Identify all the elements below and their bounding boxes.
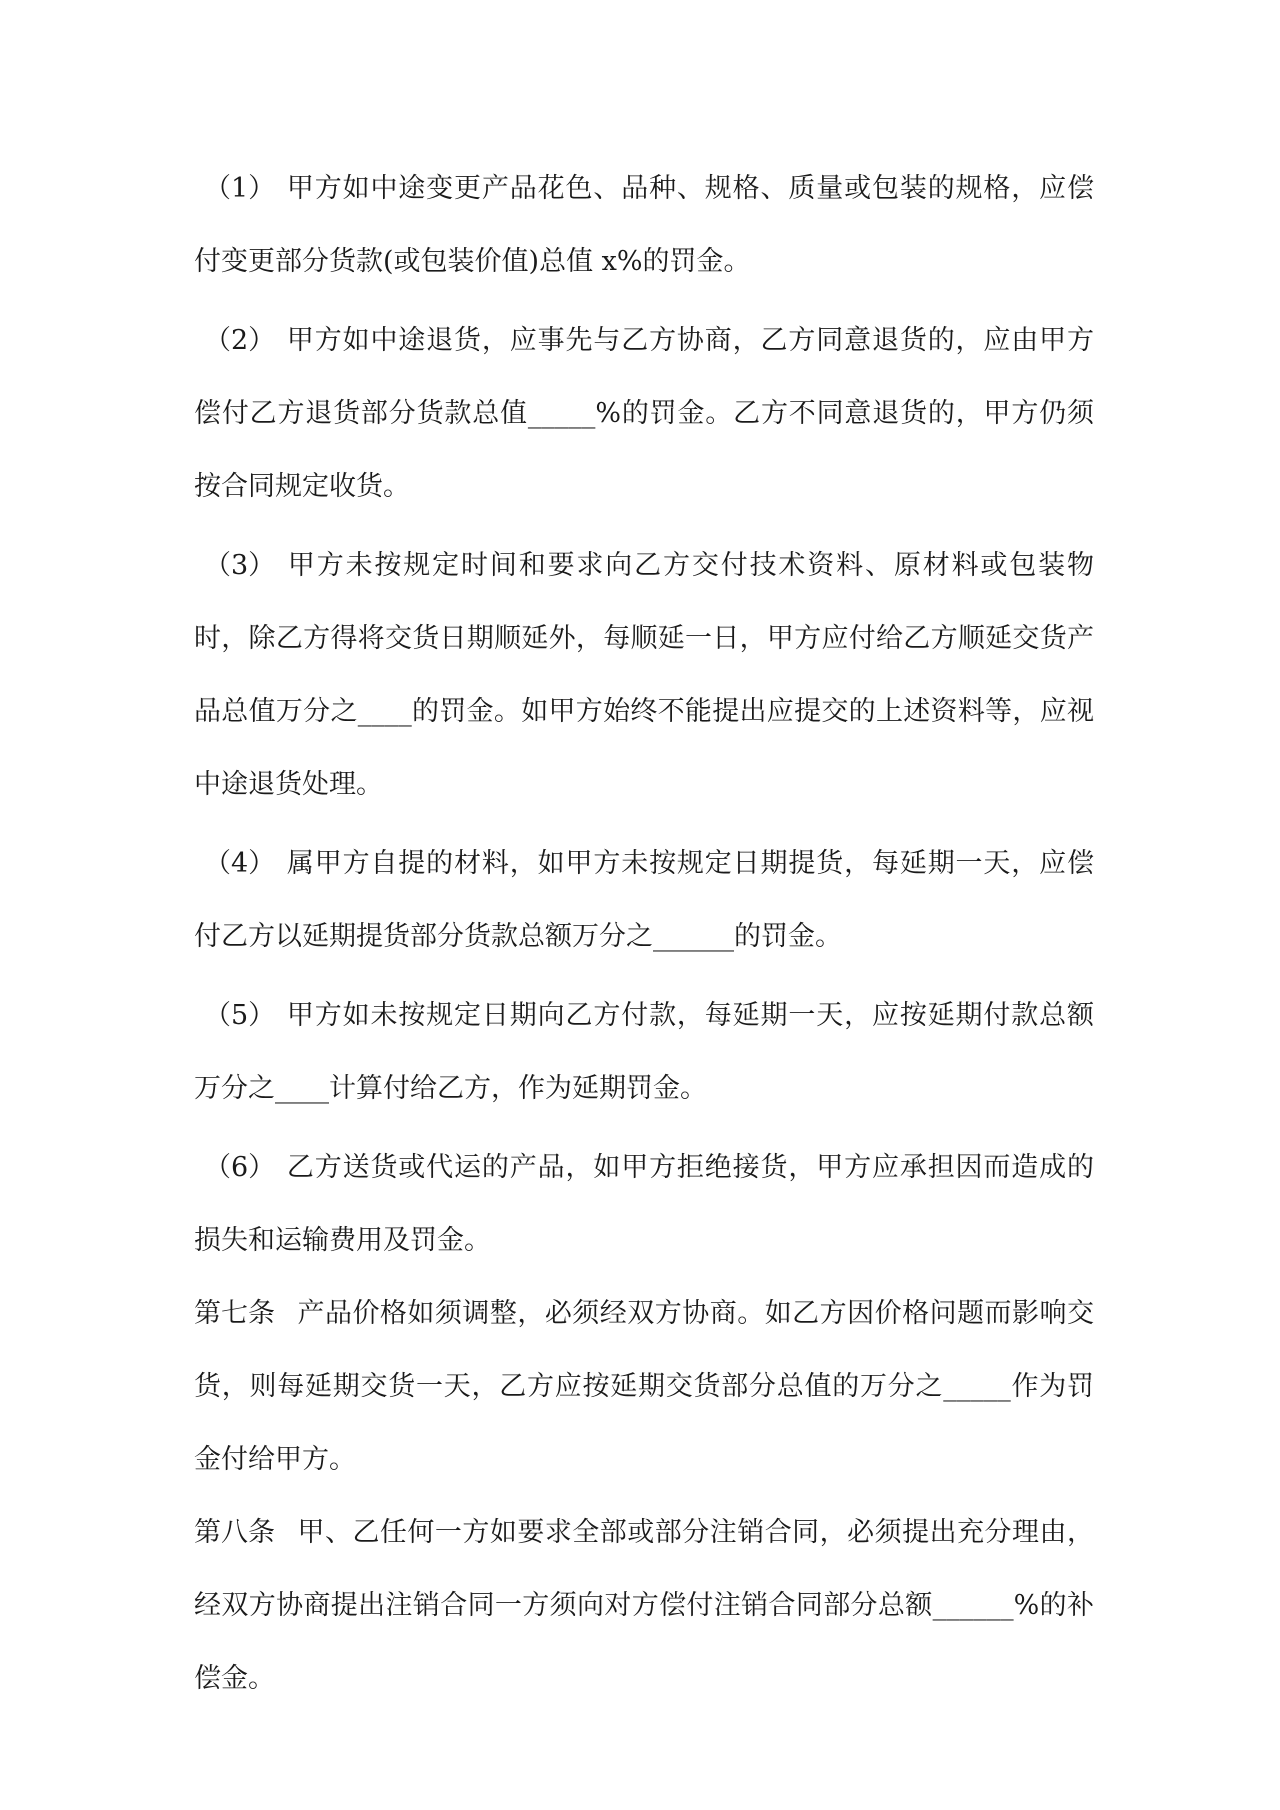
clause-item-6: [194, 1131, 1094, 1277]
clause-item-4: [194, 827, 1094, 973]
clause-number: （4）: [204, 848, 276, 879]
clause-text: 乙方送货或代运的产品，如甲方拒绝接货，甲方应承担因而造成的损失和运输费用及罚金。: [194, 1152, 1094, 1256]
article-label: 第八条: [194, 1517, 275, 1548]
document-body: [194, 152, 1094, 1715]
clause-number: （6）: [204, 1152, 276, 1183]
clause-number: （2）: [204, 325, 276, 356]
article-7: [194, 1277, 1094, 1496]
clause-item-1: [194, 152, 1094, 298]
article-text: 产品价格如须调整，必须经双方协商。如乙方因价格问题而影响交货，则每延期交货一天，乙方应按延期交货部分总值的万分之_____作为罚金付给甲方。: [194, 1298, 1094, 1475]
clause-number: （3）: [204, 550, 276, 581]
article-label: 第七条: [194, 1298, 275, 1329]
article-text: 甲、乙任何一方如要求全部或部分注销合同，必须提出充分理由，经双方协商提出注销合同一方须向对方偿付注销合同部分总额______%的补偿金。: [194, 1517, 1094, 1694]
clause-number: （1）: [204, 173, 276, 204]
clause-text: 甲方未按规定时间和要求向乙方交付技术资料、原材料或包装物时，除乙方得将交货日期顺延外，每顺延一日，甲方应付给乙方顺延交货产品总值万分之____的罚金。如甲方始终不能提出应提交的上述资料等，应视中途退货处理。: [194, 550, 1094, 800]
clause-item-5: [194, 979, 1094, 1125]
clause-item-3: [194, 529, 1094, 821]
clause-text: 甲方如中途变更产品花色、品种、规格、质量或包装的规格，应偿付变更部分货款(或包装价值)总值 x%的罚金。: [194, 173, 1094, 277]
clause-number: （5）: [204, 1000, 276, 1031]
article-8: [194, 1496, 1094, 1715]
clause-text: 属甲方自提的材料，如甲方未按规定日期提货，每延期一天，应偿付乙方以延期提货部分货款总额万分之______的罚金。: [194, 848, 1094, 952]
clause-text: 甲方如中途退货，应事先与乙方协商，乙方同意退货的，应由甲方偿付乙方退货部分货款总值_____%的罚金。乙方不同意退货的，甲方仍须按合同规定收货。: [194, 325, 1094, 502]
clause-text: 甲方如未按规定日期向乙方付款，每延期一天，应按延期付款总额万分之____计算付给乙方，作为延期罚金。: [194, 1000, 1094, 1104]
clause-item-2: [194, 304, 1094, 523]
